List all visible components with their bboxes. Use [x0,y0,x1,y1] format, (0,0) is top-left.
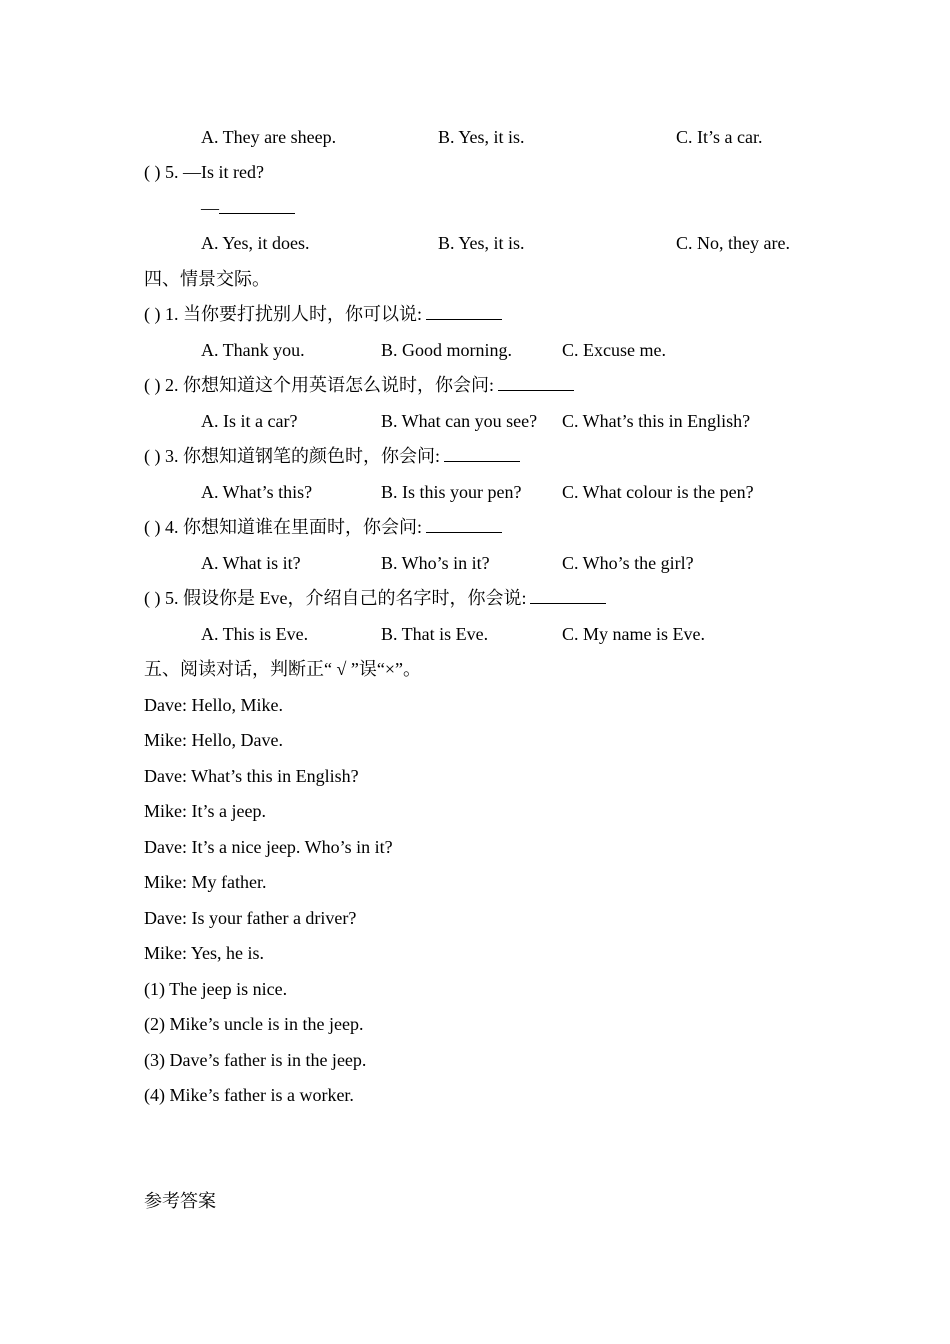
section-heading: 五、阅读对话，判断正“ √ ”误“×”。 [144,659,421,679]
dialogue-line: Dave: What’s this in English? [144,766,359,786]
option-b: B. What can you see? [381,411,538,431]
option-a: A. What is it? [201,553,301,573]
dialogue-line: Mike: My father. [144,872,267,892]
option-a: A. This is Eve. [201,624,309,644]
option-b: B. Who’s in it? [381,553,490,573]
option-a: A. Yes, it does. [201,233,310,253]
statement: (4) Mike’s father is a worker. [144,1085,354,1105]
option-a: A. Is it a car? [201,411,298,431]
option-c: C. What colour is the pen? [562,482,754,502]
answer-blank [498,374,574,391]
question-stem: ( ) 5. 假设你是 Eve，介绍自己的名字时，你会说: [144,587,606,609]
answer-blank [530,587,606,604]
option-c: C. My name is Eve. [562,624,705,644]
question-stem: ( ) 2. 你想知道这个用英语怎么说时，你会问: [144,374,574,396]
answer-blank [426,516,502,533]
option-c: C. Who’s the girl? [562,553,694,573]
answer-blank [219,197,295,214]
option-c: C. No, they are. [676,233,790,253]
answer-line [201,197,295,219]
dialogue-line: Dave: Is your father a driver? [144,908,357,928]
answers-heading: 参考答案 [144,1191,216,1211]
option-b: B. That is Eve. [381,624,489,644]
option-b: B. Yes, it is. [438,127,525,147]
answer-blank [444,445,520,462]
option-a: A. They are sheep. [201,127,337,147]
option-b: B. Good morning. [381,340,513,360]
option-c: C. What’s this in English? [562,411,751,431]
question-stem: ( ) 5. —Is it red? [144,162,264,182]
option-a: A. Thank you. [201,340,305,360]
dialogue-line: Dave: Hello, Mike. [144,695,283,715]
question-stem: ( ) 3. 你想知道钢笔的颜色时，你会问: [144,445,520,467]
dialogue-line: Mike: Yes, he is. [144,943,265,963]
answer-blank [426,303,502,320]
section-heading: 四、情景交际。 [144,269,270,289]
question-stem: ( ) 4. 你想知道谁在里面时，你会问: [144,516,502,538]
dialogue-line: Mike: It’s a jeep. [144,801,266,821]
statement: (2) Mike’s uncle is in the jeep. [144,1014,364,1034]
answer-dash: — [201,198,219,218]
question-stem: ( ) 1. 当你要打扰别人时，你可以说: [144,303,502,325]
option-b: B. Is this your pen? [381,482,522,502]
statement: (3) Dave’s father is in the jeep. [144,1050,367,1070]
option-c: C. Excuse me. [562,340,666,360]
dialogue-line: Mike: Hello, Dave. [144,730,283,750]
option-c: C. It’s a car. [676,127,763,147]
option-b: B. Yes, it is. [438,233,525,253]
statement: (1) The jeep is nice. [144,979,288,999]
dialogue-line: Dave: It’s a nice jeep. Who’s in it? [144,837,393,857]
option-a: A. What’s this? [201,482,313,502]
